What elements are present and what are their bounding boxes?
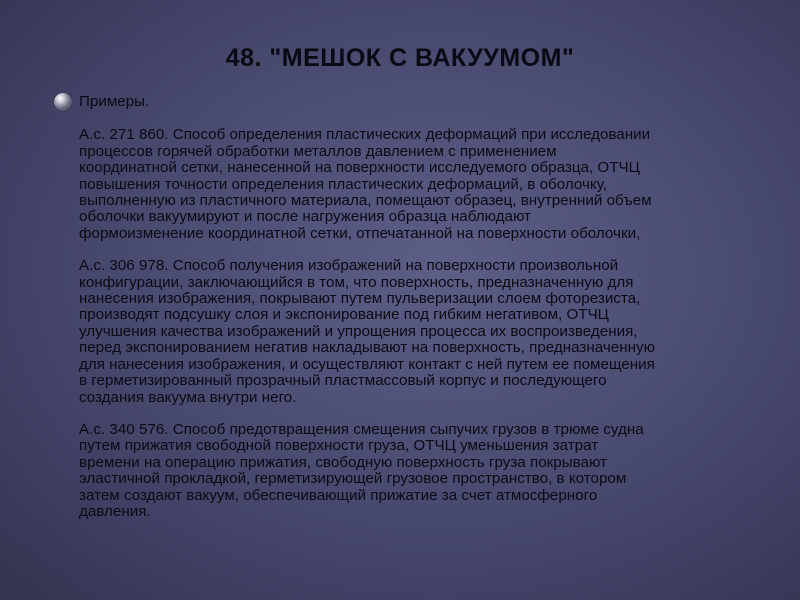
paragraph-line: выполненную из пластичного материала, помещают образец, внутренний объем bbox=[79, 192, 652, 210]
paragraph-line: перед экспонированием негатив накладывают на поверхность, предназначенную bbox=[79, 339, 655, 357]
paragraph-line: конфигурации, заключающийся в том, что поверхность, предназначенную для bbox=[79, 273, 634, 291]
paragraph-line: давления. bbox=[79, 502, 151, 520]
paragraph-line: оболочки вакуумируют и после нагружения образца наблюдают bbox=[79, 208, 531, 226]
paragraph-line: затем создают вакуум, обеспечивающий прижатие за счет атмосферного bbox=[79, 486, 598, 504]
paragraph-line: путем прижатия свободной поверхности груза, ОТЧЦ уменьшения затрат bbox=[79, 437, 599, 455]
paragraph-line: времени на операцию прижатия, свободную поверхность груза покрывают bbox=[79, 453, 608, 471]
paragraph-line: А.с. 306 978. Способ получения изображений на поверхности произвольной bbox=[79, 257, 619, 275]
paragraph-line: создания вакуума внутри него. bbox=[79, 388, 297, 406]
paragraph-line: в герметизированный прозрачный пластмассовый корпус и последующего bbox=[79, 372, 607, 390]
paragraph-patent-271860 bbox=[79, 127, 769, 242]
paragraph-line: формоизменение координатной сетки, отпечатанной на поверхности оболочки, bbox=[79, 224, 641, 242]
paragraph-line: улучшения качества изображений и упрощения процесса их воспроизведения, bbox=[79, 322, 638, 340]
paragraph-line: А.с. 340 576. Способ предотвращения смещения сыпучих грузов в трюме судна bbox=[79, 420, 644, 438]
slide-title: 48. "МЕШОК С ВАКУУМОМ" bbox=[225, 44, 575, 72]
paragraph-patent-306978 bbox=[79, 258, 769, 406]
paragraph-line: для нанесения изображения, и осуществляют контакт с ней путем ее помещения bbox=[79, 355, 655, 373]
paragraph-line: нанесения изображения, покрывают путем пульверизации слоем фоторезиста, bbox=[79, 290, 641, 308]
paragraph-line: эластичной прокладкой, герметизирующей грузовое пространство, в котором bbox=[79, 470, 627, 488]
slide-content bbox=[79, 94, 769, 536]
paragraph-line: процессов горячей обработки металлов давлением с применением bbox=[79, 142, 557, 160]
paragraph-line: производят подсушку слоя и экспонирование под гибким негативом, ОТЧЦ bbox=[79, 306, 609, 324]
paragraph-line: повышения точности определения пластических деформаций, в оболочку, bbox=[79, 175, 608, 193]
paragraph-line: координатной сетки, нанесенной на поверхности исследуемого образца, ОТЧЦ bbox=[79, 159, 640, 177]
paragraph-line: А.с. 271 860. Способ определения пластических деформаций при исследовании bbox=[79, 126, 651, 144]
bullet-sphere-icon bbox=[54, 93, 72, 111]
paragraph-patent-340576 bbox=[79, 422, 769, 520]
bullet-label: Примеры. bbox=[79, 93, 150, 110]
